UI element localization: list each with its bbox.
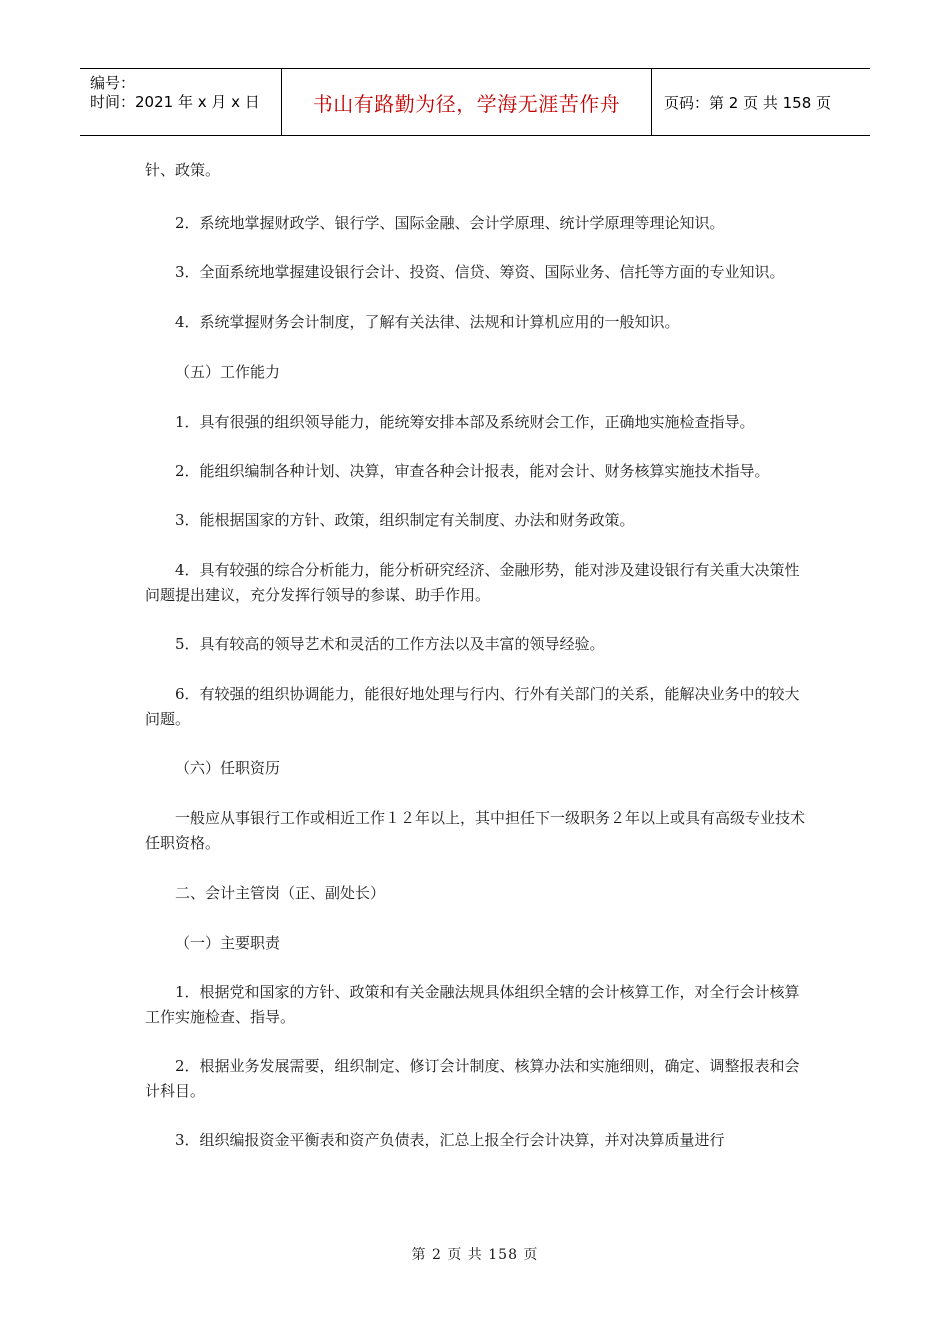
- section-heading: 二、会计主管岗（正、副处长）: [175, 884, 386, 902]
- page-footer: 第 2 页 共 158 页: [411, 1247, 539, 1263]
- paragraph: 1．根据党和国家的方针、政策和有关金融法规具体组织全辖的会计核算工作，对全行会计核算工作实施检查、指导。: [145, 983, 800, 1026]
- paragraph: 3．能根据国家的方针、政策，组织制定有关制度、办法和财务政策。: [175, 511, 635, 529]
- header-page-info: 页码：第 2 页 共 158 页: [664, 93, 832, 112]
- paragraph: 3．组织编报资金平衡表和资产负债表，汇总上报全行会计决算，并对决算质量进行: [175, 1131, 725, 1149]
- paragraph: 一般应从事银行工作或相近工作１２年以上，其中担任下一级职务２年以上或具有高级专业技术任职资格。: [145, 809, 806, 852]
- paragraph: 针、政策。: [145, 161, 221, 179]
- document-number-label: 编号：: [90, 74, 136, 92]
- paragraph: 2．系统地掌握财政学、银行学、国际金融、会计学原理、统计学原理等理论知识。: [175, 214, 725, 232]
- section-heading: （五）工作能力: [175, 363, 281, 381]
- header-meta: [80, 69, 282, 135]
- paragraph: 3．全面系统地掌握建设银行会计、投资、信贷、筹资、国际业务、信托等方面的专业知识。: [175, 263, 785, 281]
- section-heading: （一）主要职责: [175, 934, 281, 952]
- paragraph: 2．能组织编制各种计划、决算，审查各种会计报表，能对会计、财务核算实施技术指导。: [175, 462, 770, 480]
- document-body: [145, 158, 810, 1153]
- paragraph: 4．系统掌握财务会计制度，了解有关法律、法规和计算机应用的一般知识。: [175, 313, 680, 331]
- section-heading: （六）任职资历: [175, 759, 281, 777]
- page-header: [80, 68, 870, 136]
- paragraph: 4．具有较强的综合分析能力，能分析研究经济、金融形势，能对涉及建设银行有关重大决策性问题提出建议，充分发挥行领导的参谋、助手作用。: [145, 561, 800, 604]
- header-motto: 书山有路勤为径，学海无涯苦作舟: [282, 69, 652, 135]
- paragraph: 2．根据业务发展需要，组织制定、修订会计制度、核算办法和实施细则，确定、调整报表和会计科目。: [145, 1057, 800, 1100]
- document-date-label: 时间：2021 年 x 月 x 日: [90, 93, 260, 111]
- paragraph: 6．有较强的组织协调能力，能很好地处理与行内、行外有关部门的关系，能解决业务中的较大问题。: [145, 685, 800, 728]
- paragraph: 1．具有很强的组织领导能力，能统筹安排本部及系统财会工作，正确地实施检查指导。: [175, 413, 755, 431]
- paragraph: 5．具有较高的领导艺术和灵活的工作方法以及丰富的领导经验。: [175, 635, 605, 653]
